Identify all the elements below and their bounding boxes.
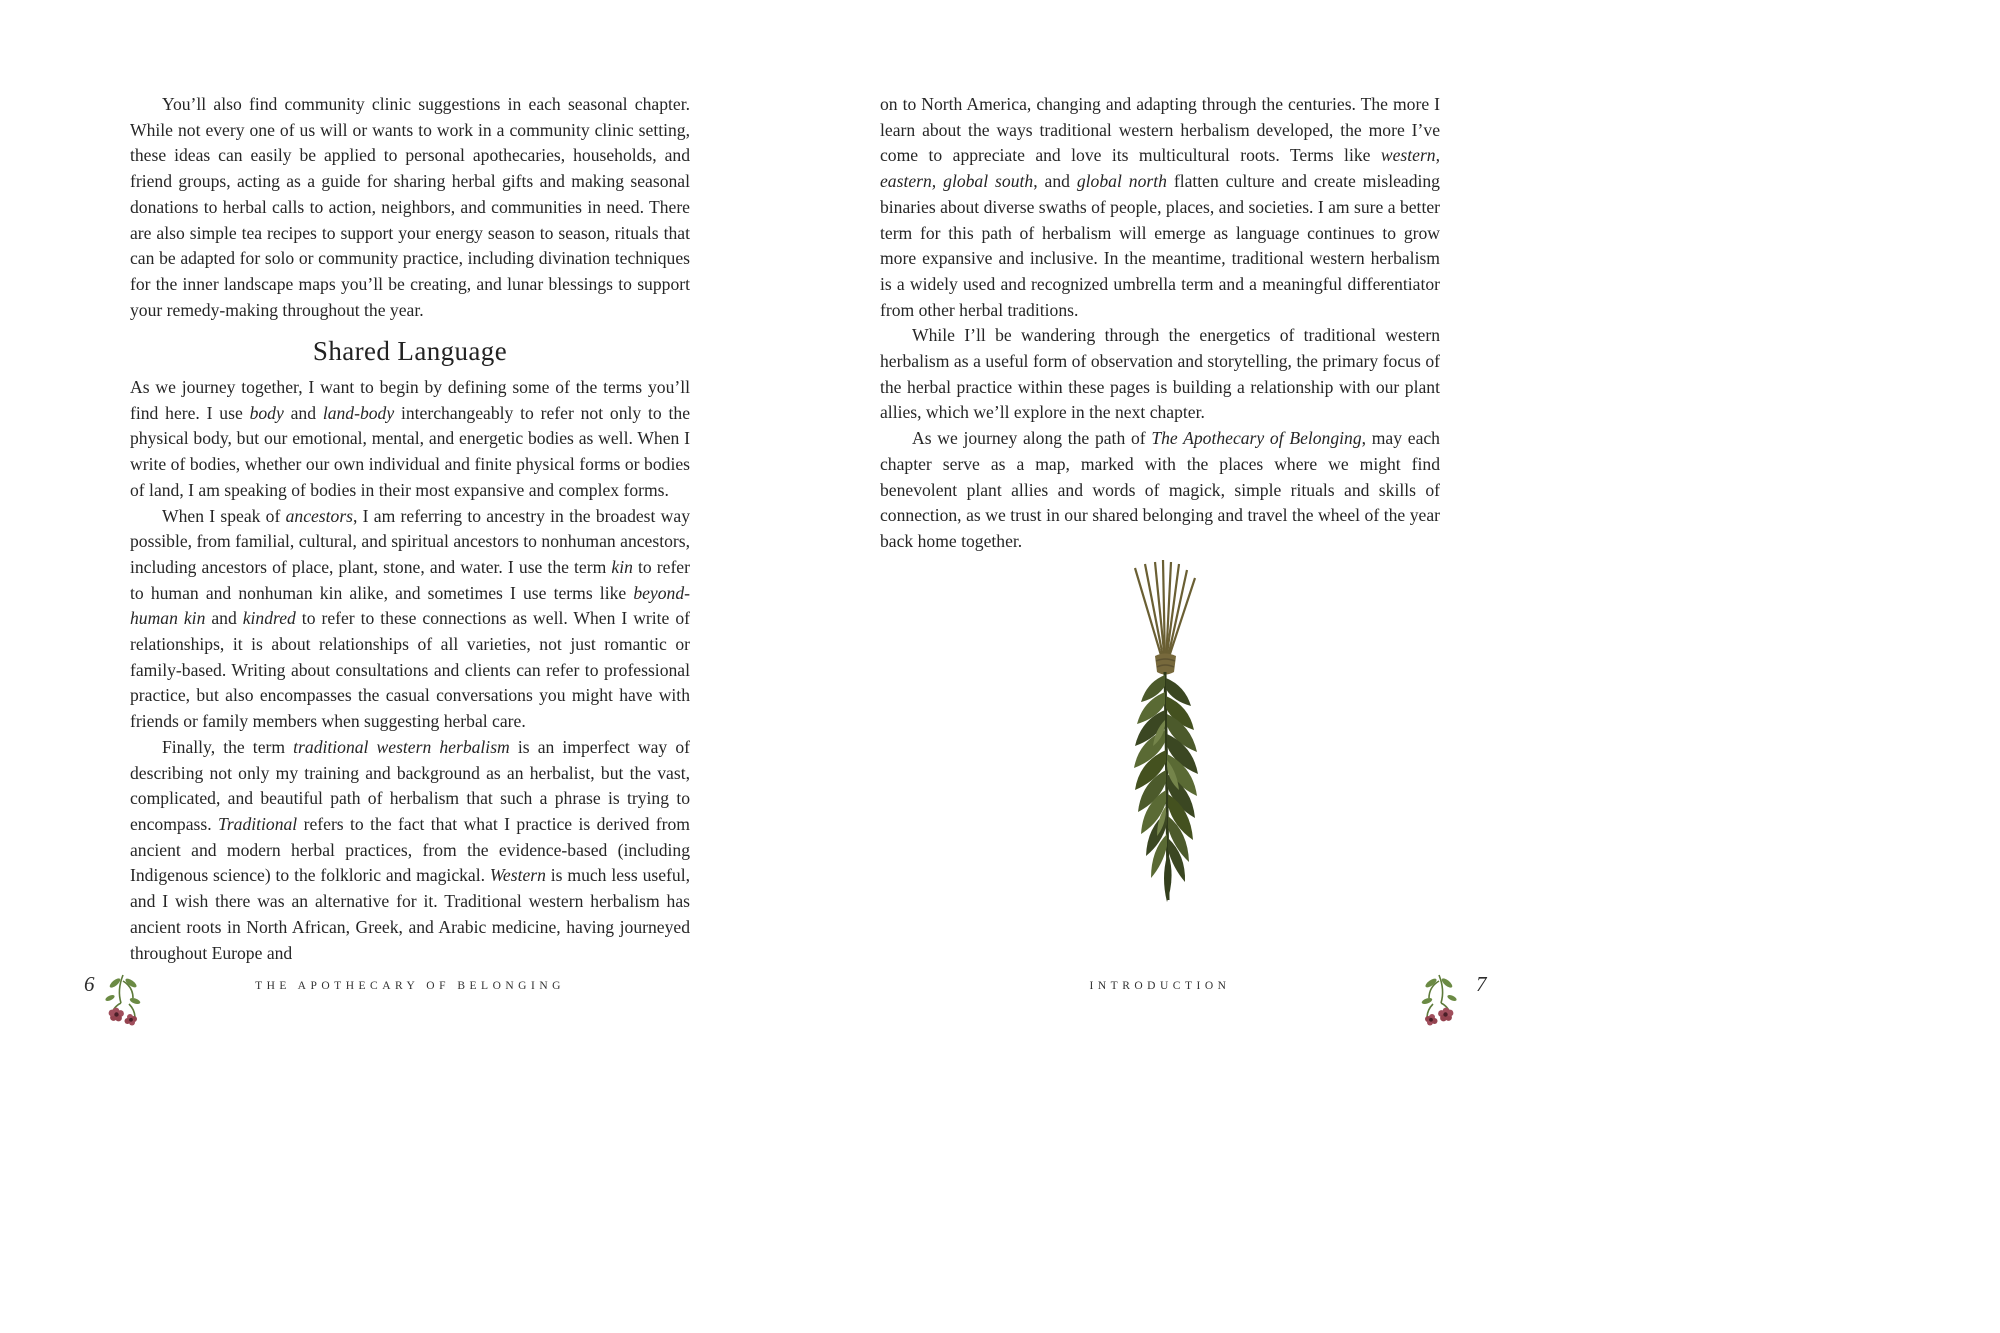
paragraph: When I speak of ancestors, I am referring to ancestry in the broadest way possible, from familial, cultural, and spiritual ancestors to nonhuman ancestors, including ancestors of place, plant, stone, and water. I use the term kin to refer to human and nonhuman kin alike, and sometimes I use terms like beyond-human kin and kindred to refer to these connections as well. When I write of relationships, it is about relationships of all varieties, not just romantic or family-based. Writing about consultations and clients can refer to professional practice, but also encompasses the casual conversations you might have with friends or family members when suggesting herbal care. xyxy=(130,505,690,732)
paragraph: You’ll also find community clinic suggestions in each seasonal chapter. While not every one of us will or wants to work in a community clinic setting, these ideas can easily be applied to personal apothecaries, households, and friend groups, acting as a guide for sharing herbal gifts and making seasonal donations to herbal calls to action, neighbors, and communities in need. There are also simple tea recipes to support your energy season to season, rituals that can be adapted for solo or community practice, including divination techniques for the inner landscape maps you’ll be creating, and lunar blessings to support your remedy-making throughout the year. xyxy=(130,94,690,320)
paragraph: As we journey along the path of The Apothecary of Belonging, may each chapter serve as a map, marked with the places where we might find benevolent plant allies and words of magick, simple rituals and skills of connection, as we trust in our shared belonging and travel the wheel of the year back home together. xyxy=(880,428,1440,551)
right-text-column xyxy=(880,92,1440,555)
paragraph: While I’ll be wandering through the energetics of traditional western herbalism as a useful form of observation and storytelling, the primary focus of the herbal practice within these pages is building a relationship with our plant allies, which we’ll explore in the next chapter. xyxy=(880,325,1440,423)
dried-herb-bundle-illustration xyxy=(1105,560,1227,908)
section-heading: Shared Language xyxy=(312,336,508,367)
paragraph: As we journey together, I want to begin by defining some of the terms you’ll find here. I use body and land-body interchangeably to refer not only to the physical body, but our emotional, mental, and energetic bodies as well. When I write of bodies, whether our own individual and finite physical forms or bodies of land, I am speaking of bodies in their most expansive and complex forms. xyxy=(130,377,690,500)
left-text-column xyxy=(130,92,690,966)
running-title: THE APOTHECARY OF BELONGING xyxy=(255,980,565,992)
flower-sprig-icon xyxy=(102,970,144,1026)
flower-sprig-icon xyxy=(1418,970,1460,1026)
paragraph: Finally, the term traditional western herbalism is an imperfect way of describing not only my training and background as an herbalist, but the vast, complicated, and beautiful path of herbalism that such a phrase is trying to encompass. Traditional refers to the fact that what I practice is derived from ancient and modern herbal practices, from the evidence-based (including Indigenous science) to the folkloric and magickal. Western is much less useful, and I wish there was an alternative for it. Traditional western herbalism has ancient roots in North African, Greek, and Arabic medicine, having journeyed throughout Europe and xyxy=(130,736,690,963)
herb-tie xyxy=(1155,654,1176,675)
page-number-right: 7 xyxy=(1476,972,1487,996)
section-label: INTRODUCTION xyxy=(1089,980,1231,992)
page-number-left: 6 xyxy=(84,972,95,996)
herb-stems xyxy=(1135,560,1195,663)
paragraph: on to North America, changing and adapting through the centuries. The more I learn about the ways traditional western herbalism developed, the more I’ve come to appreciate and love its multicultural roots. Terms like western, eastern, global south, and global north flatten culture and create misleading binaries about diverse swaths of people, places, and societies. I am sure a better term for this path of herbalism will emerge as language continues to grow more expansive and inclusive. In the meantime, traditional western herbalism is a widely used and recognized umbrella term and a meaningful differentiator from other herbal traditions. xyxy=(880,94,1440,320)
